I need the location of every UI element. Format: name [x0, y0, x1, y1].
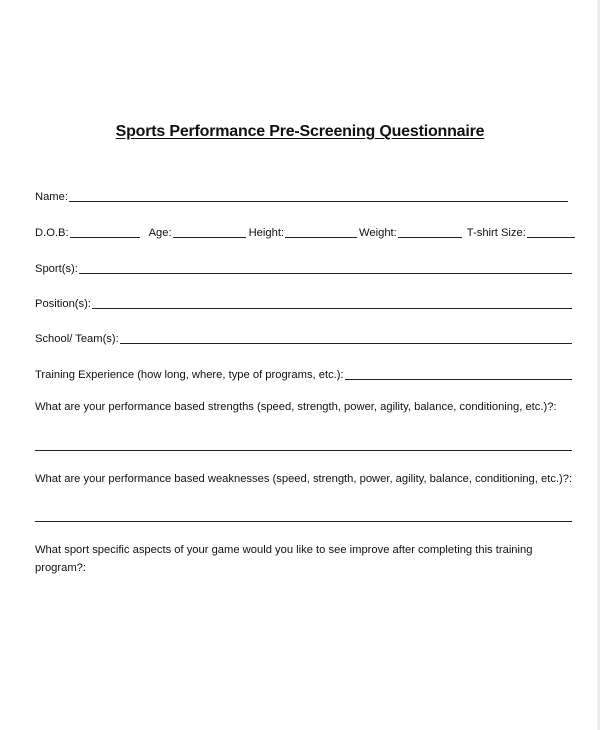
weaknesses-answer-line[interactable] [35, 521, 572, 522]
school-team-label: School/ Team(s): [35, 333, 119, 345]
tshirt-size-label: T-shirt Size: [466, 227, 526, 239]
training-experience-row [35, 364, 572, 382]
sports-label: Sport(s): [35, 263, 78, 275]
measurements-row [35, 222, 575, 240]
positions-row [35, 293, 572, 311]
strengths-question: What are your performance based strengths (speed, strength, power, agility, balance, conditioning, etc.)?: [35, 401, 557, 413]
improve-question: What sport specific aspects of your game would you like to see improve after completing this training program?: [35, 544, 533, 574]
name-label: Name: [35, 191, 68, 203]
name-field[interactable] [69, 201, 568, 202]
tshirt-size-field[interactable] [527, 237, 575, 238]
strengths-answer-line[interactable] [35, 450, 572, 451]
age-label: Age: [148, 227, 172, 239]
school-team-row [35, 328, 572, 346]
age-field[interactable] [173, 237, 246, 238]
school-team-field[interactable] [120, 343, 572, 344]
height-field[interactable] [285, 237, 357, 238]
positions-field[interactable] [92, 308, 572, 309]
weaknesses-question: What are your performance based weaknesses (speed, strength, power, agility, balance, conditioning, etc.)?: [35, 473, 573, 485]
document-title: Sports Performance Pre-Screening Questionnaire [115, 123, 485, 140]
dob-label: D.O.B: [35, 227, 69, 239]
name-row [35, 186, 568, 204]
sports-field[interactable] [79, 273, 572, 274]
training-experience-field[interactable] [345, 379, 572, 380]
weight-field[interactable] [398, 237, 462, 238]
weight-label: Weight: [359, 227, 397, 239]
sports-row [35, 258, 572, 276]
positions-label: Position(s): [35, 298, 91, 310]
height-label: Height: [248, 227, 285, 239]
dob-field[interactable] [70, 237, 140, 238]
training-experience-label: Training Experience (how long, where, type of programs, etc.): [35, 369, 344, 381]
